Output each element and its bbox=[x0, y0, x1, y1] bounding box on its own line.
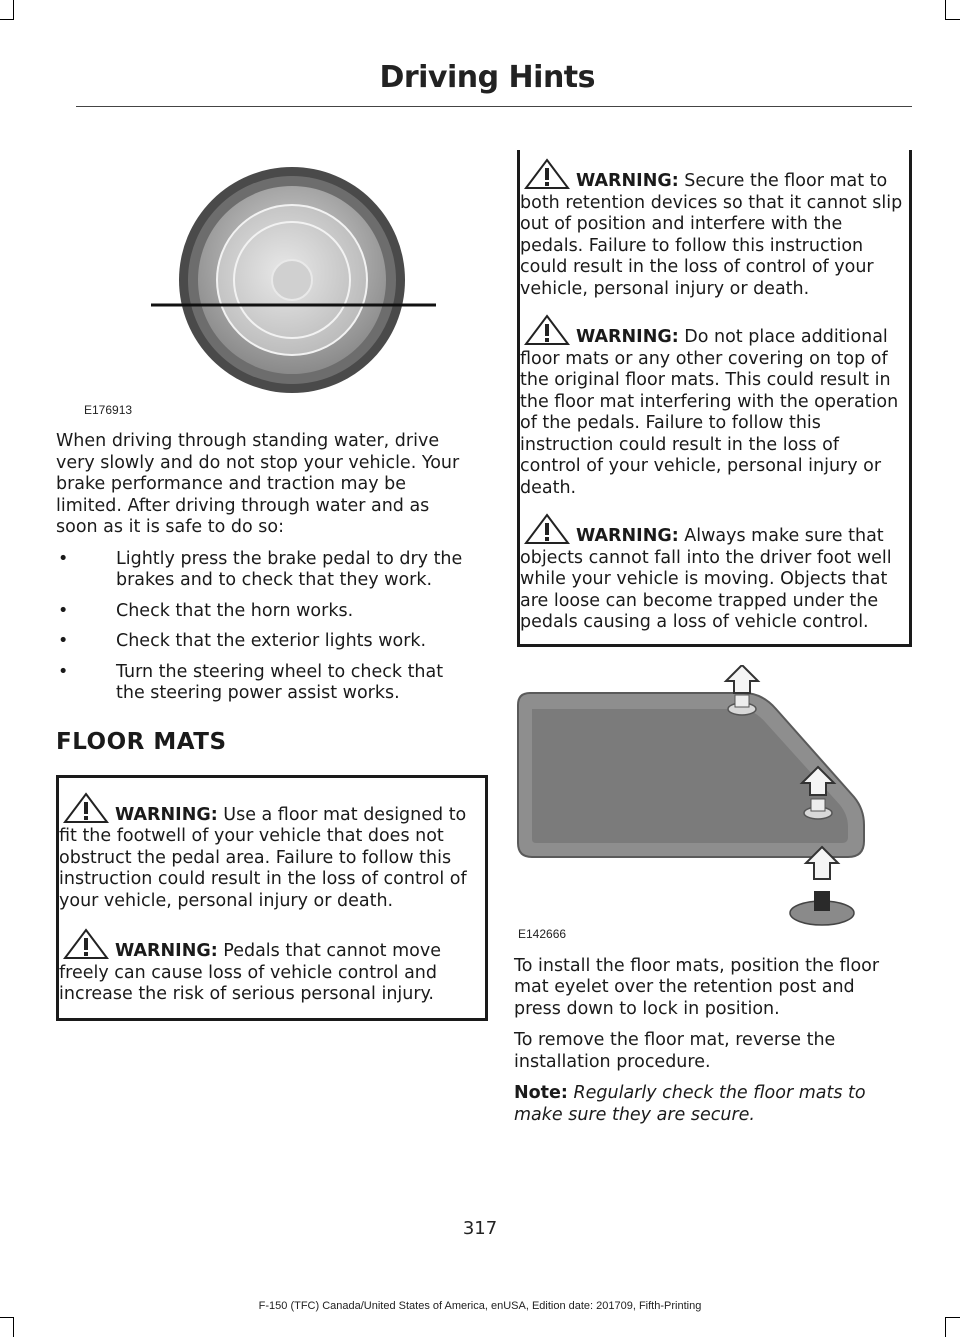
left-column bbox=[56, 160, 476, 1021]
list-item: • Check that the horn works. bbox=[58, 600, 354, 621]
warning-triangle-icon bbox=[63, 792, 109, 824]
page-title: Driving Hints bbox=[379, 60, 595, 95]
warning-item: WARNING: Do not place additional floor mats or any other covering on top of the original floor mats. This could result in the floor mat interfering with the operation of the pedals. Failure to follow this instruction could result in the loss of control of your vehicle, personal injury or death. bbox=[520, 314, 903, 499]
bullet-dot: • bbox=[58, 661, 69, 682]
section-heading: FLOOR MATS bbox=[56, 728, 227, 755]
edition-footer: F-150 (TFC) Canada/United States of America, enUSA, Edition date: 201709, Fifth-Printing bbox=[258, 1300, 702, 1312]
crop-mark bbox=[13, 0, 14, 20]
crop-mark bbox=[0, 19, 14, 20]
bullet-dot: • bbox=[58, 548, 69, 569]
crop-mark bbox=[945, 1317, 946, 1337]
page-number: 317 bbox=[462, 1218, 498, 1239]
floor-mat-retention-illustration bbox=[514, 665, 906, 950]
warning-item: WARNING: Always make sure that objects cannot fall into the driver foot well while your vehicle is moving. Objects that are loose can become trapped under the pedals causing a loss of vehicle control. bbox=[520, 513, 903, 634]
bullet-dot: • bbox=[58, 600, 69, 621]
warning-item: WARNING: Use a floor mat designed to fit the footwell of your vehicle that does not obstruct the pedal area. Failure to follow this instruction could result in the loss of control of your vehicle, personal injury or death. bbox=[59, 792, 475, 913]
right-column bbox=[514, 150, 906, 1136]
figure-code: E142666 bbox=[518, 926, 567, 941]
wheel-in-water-illustration bbox=[56, 160, 476, 425]
note-paragraph: Note: Regularly check the floor mats to make sure they are secure. bbox=[514, 1083, 866, 1125]
warning-item: WARNING: Secure the floor mat to both retention devices so that it cannot slip out of position and interfere with the pedals. Failure to follow this instruction could result in the loss of control of your vehicle, personal injury or death. bbox=[520, 158, 903, 300]
remove-paragraph: To remove the floor mat, reverse the installation procedure. bbox=[514, 1030, 836, 1072]
list-item: • Turn the steering wheel to check that the steering power assist works. bbox=[58, 661, 444, 703]
floor-mat-figure bbox=[514, 665, 906, 950]
crop-mark bbox=[946, 19, 960, 20]
warning-triangle-icon bbox=[524, 314, 570, 346]
warning-box bbox=[517, 150, 912, 647]
list-item: • Check that the exterior lights work. bbox=[58, 631, 427, 651]
warning-item: WARNING: Pedals that cannot move freely can cause loss of vehicle control and increase the risk of serious personal injury. bbox=[59, 928, 475, 1006]
water-wheel-figure bbox=[56, 160, 476, 425]
crop-mark bbox=[945, 0, 946, 20]
bullet-dot: • bbox=[58, 631, 69, 651]
crop-mark bbox=[13, 1317, 14, 1337]
warning-triangle-icon bbox=[63, 928, 109, 960]
bullet-list bbox=[56, 549, 476, 705]
warning-triangle-icon bbox=[524, 513, 570, 545]
crop-mark bbox=[0, 1317, 14, 1318]
header-divider bbox=[76, 106, 912, 107]
crop-mark bbox=[946, 1317, 960, 1318]
water-intro-paragraph: When driving through standing water, drive very slowly and do not stop your vehicle. Your brake performance and traction may be limited. After driving through water and as soon as it is safe to do so: bbox=[56, 431, 460, 537]
warning-triangle-icon bbox=[524, 158, 570, 190]
figure-code: E176913 bbox=[84, 403, 133, 417]
install-paragraph: To install the floor mats, position the floor mat eyelet over the retention post and press down to lock in position. bbox=[514, 955, 880, 1019]
warning-box bbox=[56, 775, 488, 1021]
list-item: • Lightly press the brake pedal to dry the brakes and to check that they work. bbox=[58, 548, 463, 590]
